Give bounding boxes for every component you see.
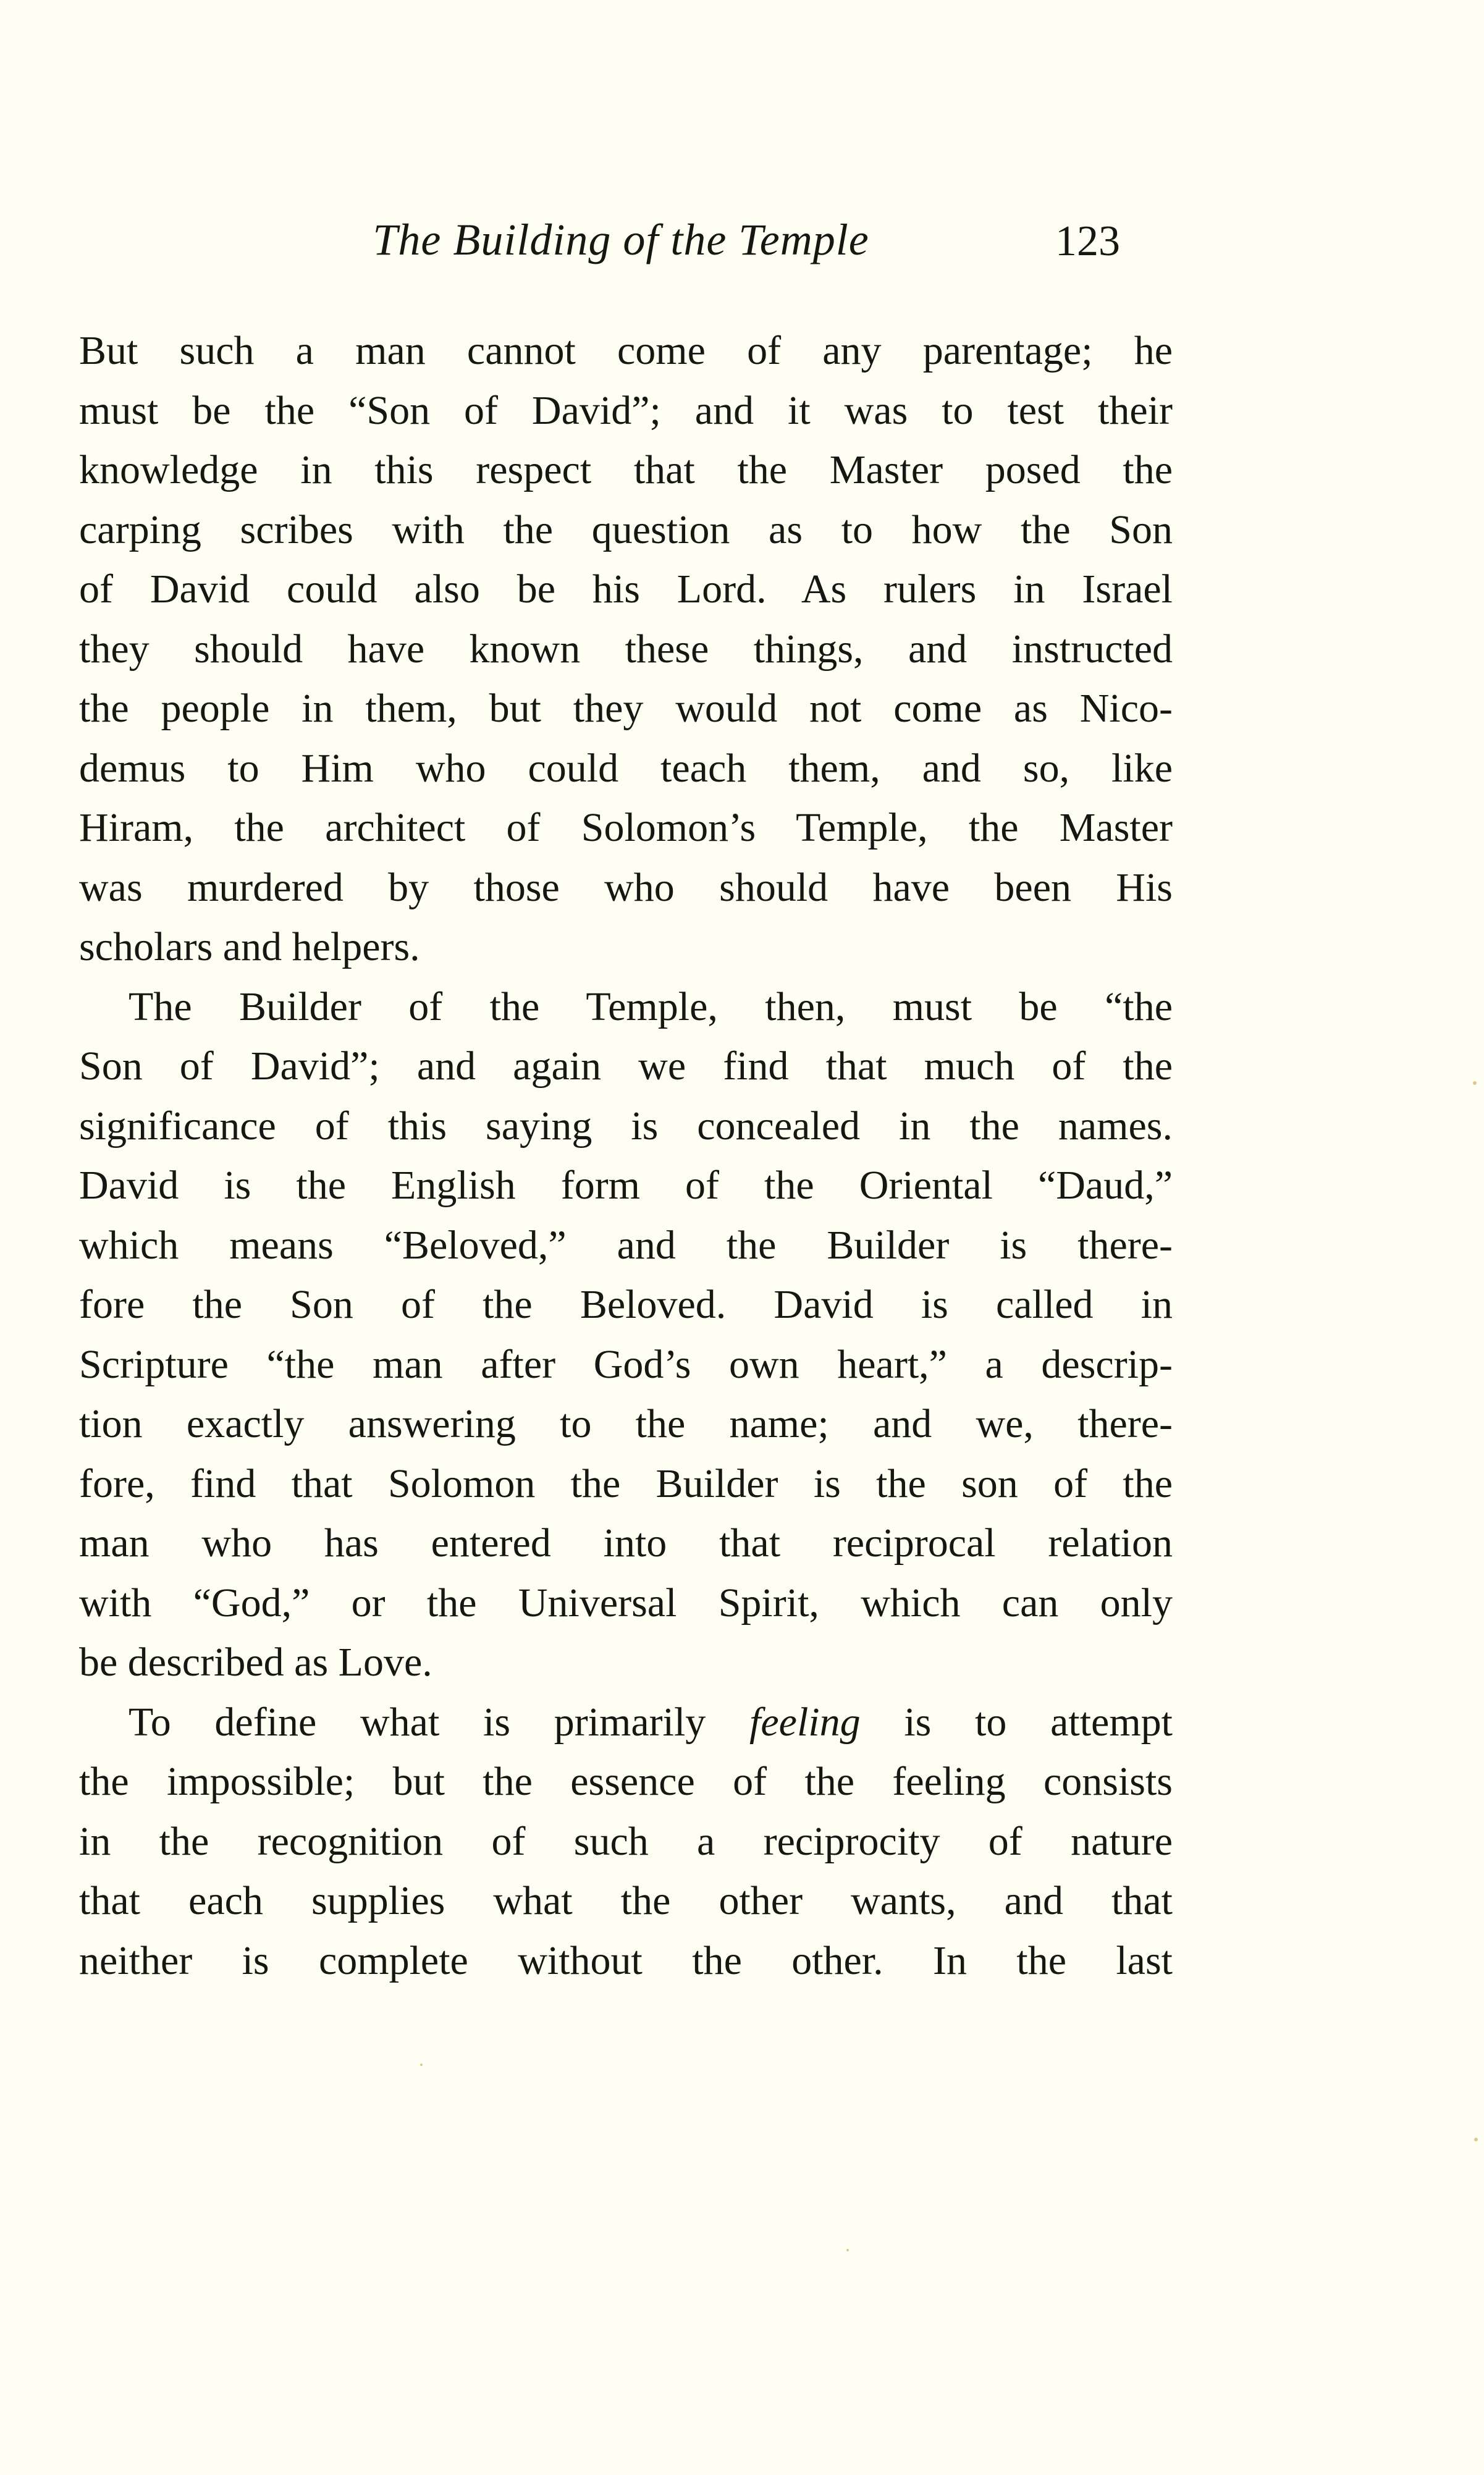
text-line: the impossible; but the essence of the feeling consists (79, 1759, 1173, 1804)
text-line: fore the Son of the Beloved. David is called in (79, 1282, 1173, 1327)
text-line: neither is complete without the other. In the last (79, 1937, 1173, 1983)
text-line: tion exactly answering to the name; and we, there- (79, 1401, 1173, 1446)
body-text (79, 321, 1173, 1991)
text-line: knowledge in this respect that the Master posed the (79, 447, 1173, 492)
text-line: significance of this saying is concealed in the names. (79, 1103, 1173, 1149)
emphasized-word: feeling (749, 1699, 861, 1745)
text-line: they should have known these things, and instructed (79, 626, 1173, 672)
paragraph-1 (79, 321, 1173, 977)
line-segment: is to attempt (860, 1699, 1173, 1745)
text-line: Hiram, the architect of Solomon’s Temple, the Master (79, 805, 1173, 850)
text-line: was murdered by those who should have been His (79, 864, 1173, 910)
running-title: The Building of the Temple (373, 215, 869, 264)
text-line: Son of David”; and again we find that much of the (79, 1044, 1173, 1089)
text-line: the people in them, but they would not come as Nico- (79, 686, 1173, 731)
paper-speck (1473, 1081, 1477, 1085)
text-line: scholars and helpers. (79, 924, 420, 969)
line-segment: To define what is primarily (129, 1699, 750, 1745)
text-line: carping scribes with the question as to how the Son (79, 507, 1173, 552)
text-line: demus to Him who could teach them, and so, like (79, 745, 1173, 791)
paper-speck (1474, 2138, 1478, 2141)
page-number: 123 (1055, 217, 1120, 265)
text-line: be described as Love. (79, 1640, 432, 1685)
text-line: fore, find that Solomon the Builder is the son of the (79, 1461, 1173, 1506)
text-line: But such a man cannot come of any parentage; he (79, 328, 1173, 373)
text-line: that each supplies what the other wants, and that (79, 1878, 1173, 1923)
text-line: of David could also be his Lord. As rulers in Israel (79, 567, 1173, 612)
paragraph-3 (79, 1693, 1173, 1991)
text-line: The Builder of the Temple, then, must be “the (129, 984, 1173, 1029)
text-line: David is the English form of the Oriental “Daud,” (79, 1163, 1173, 1208)
text-line: Scripture “the man after God’s own heart,” a descrip- (79, 1341, 1173, 1387)
text-line: must be the “Son of David”; and it was to test their (79, 387, 1173, 433)
text-line: with “God,” or the Universal Spirit, which can only (79, 1580, 1173, 1625)
paper-speck (420, 2064, 423, 2066)
text-line: which means “Beloved,” and the Builder is there- (79, 1222, 1173, 1268)
text-line-with-emphasis (79, 1693, 1173, 1753)
paper-speck (846, 2249, 849, 2251)
text-line: in the recognition of such a reciprocity of nature (79, 1818, 1173, 1864)
paragraph-2 (79, 977, 1173, 1693)
text-line: man who has entered into that reciprocal relation (79, 1520, 1173, 1566)
